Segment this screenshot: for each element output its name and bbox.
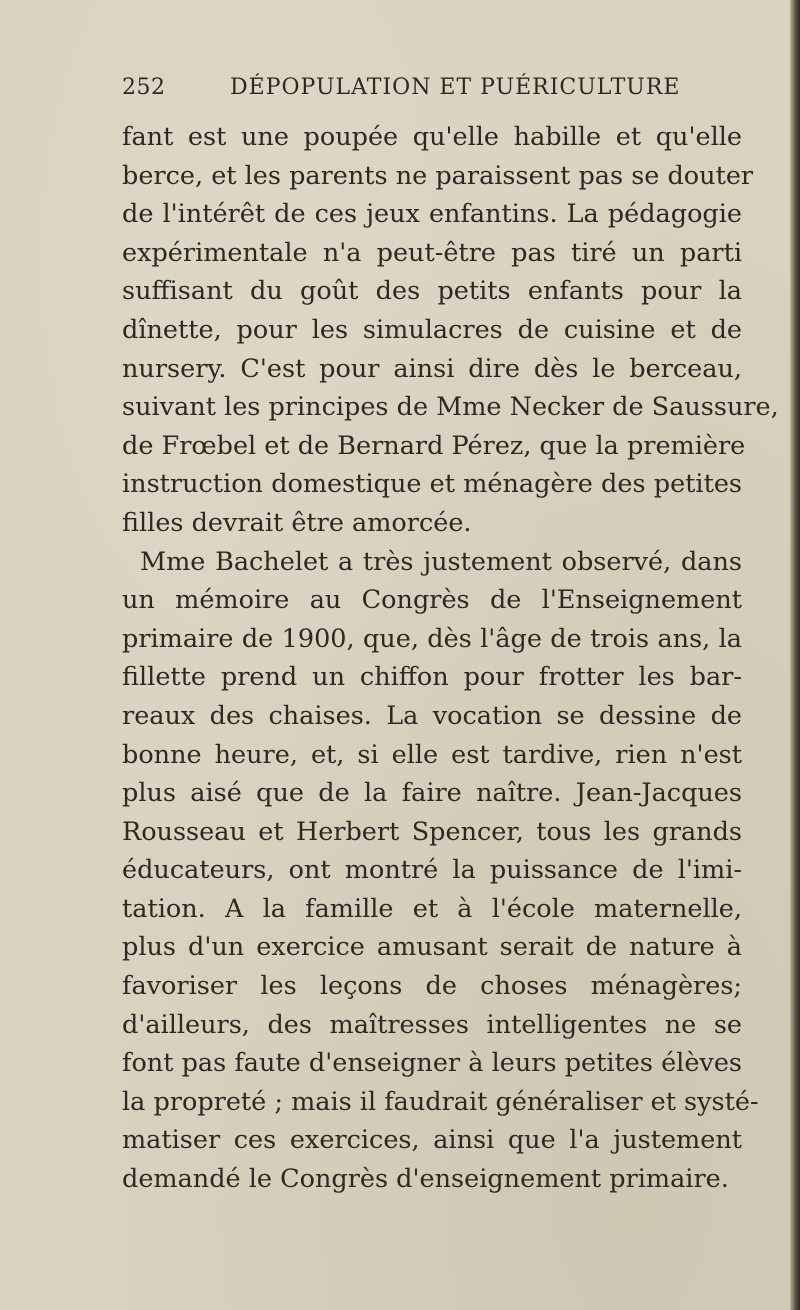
text-line: reaux des chaises. La vocation se dessine de bbox=[122, 700, 742, 731]
text-line: la propreté ; mais il faudrait généraliser et systé- bbox=[122, 1086, 759, 1117]
page-number: 252 bbox=[122, 75, 166, 100]
text-line: fillette prend un chiffon pour frotter les bar- bbox=[122, 662, 742, 693]
text-line: Mme Bachelet a très justement observé, dans bbox=[140, 546, 742, 577]
running-title: DÉPOPULATION ET PUÉRICULTURE bbox=[230, 75, 681, 100]
text-line: tation. A la famille et à l'école maternelle, bbox=[122, 893, 742, 924]
text-line: dînette, pour les simulacres de cuisine et de bbox=[122, 314, 742, 345]
text-line: plus aisé que de la faire naître. Jean-Jacques bbox=[122, 778, 742, 809]
page-edge bbox=[790, 0, 800, 1310]
text-line: favoriser les leçons de choses ménagères; bbox=[122, 971, 742, 1002]
text-line: un mémoire au Congrès de l'Enseignement bbox=[122, 585, 742, 616]
body-text bbox=[122, 118, 779, 1199]
text-line: filles devrait être amorcée. bbox=[122, 507, 472, 538]
text-line: demandé le Congrès d'enseignement primaire. bbox=[122, 1164, 729, 1195]
text-line: de Frœbel et de Bernard Pérez, que la première bbox=[122, 430, 746, 461]
text-line: primaire de 1900, que, dès l'âge de trois ans, la bbox=[122, 623, 742, 654]
text-line: Rousseau et Herbert Spencer, tous les grands bbox=[122, 816, 742, 847]
text-line: bonne heure, et, si elle est tardive, rien n'est bbox=[122, 739, 742, 770]
text-line: suffisant du goût des petits enfants pour la bbox=[122, 276, 742, 307]
text-line: de l'intérêt de ces jeux enfantins. La pédagogie bbox=[122, 199, 742, 230]
text-line: berce, et les parents ne paraissent pas se douter bbox=[122, 160, 754, 191]
text-line: nursery. C'est pour ainsi dire dès le berceau, bbox=[122, 353, 742, 384]
text-line: font pas faute d'enseigner à leurs petites élèves bbox=[122, 1048, 742, 1079]
text-line: expérimentale n'a peut-être pas tiré un parti bbox=[122, 237, 742, 268]
running-header bbox=[122, 75, 740, 105]
text-line: plus d'un exercice amusant serait de nature à bbox=[122, 932, 742, 963]
text-line: instruction domestique et ménagère des petites bbox=[122, 469, 742, 500]
text-line: éducateurs, ont montré la puissance de l'imi- bbox=[122, 855, 742, 886]
text-line: suivant les principes de Mme Necker de Saussure, bbox=[122, 392, 779, 423]
text-line: fant est une poupée qu'elle habille et qu'elle bbox=[122, 122, 742, 152]
text-line: matiser ces exercices, ainsi que l'a justement bbox=[122, 1125, 742, 1156]
text-line: d'ailleurs, des maîtresses intelligentes ne se bbox=[122, 1009, 742, 1040]
